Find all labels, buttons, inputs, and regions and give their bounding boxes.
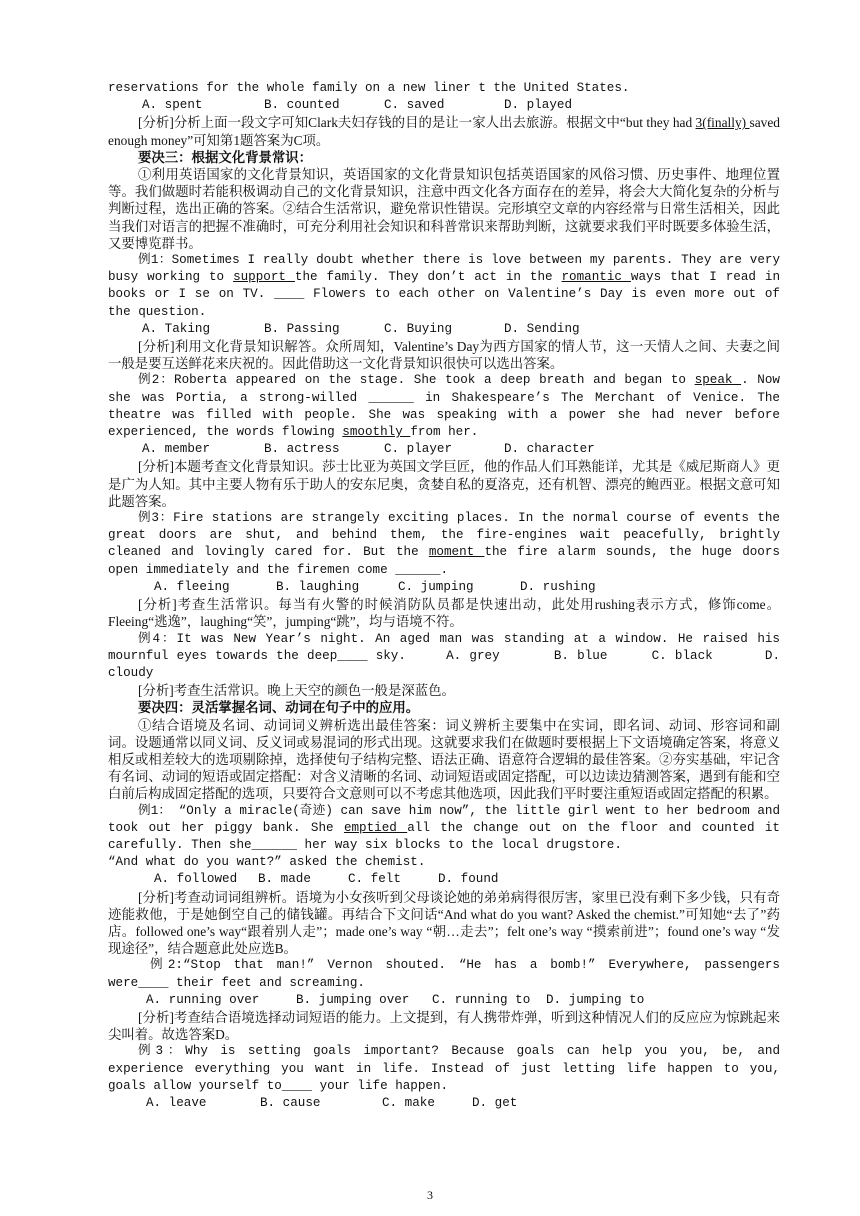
page-number: 3: [427, 1188, 433, 1202]
options-row: [108, 97, 780, 114]
options-row: [108, 992, 780, 1009]
example-paragraph: 例3：Fire stations are strangely exciting places. In the normal course of events the great doors are shut, and behind them, the fire-engines wait peacefully, brightly cleaned and lovingly cared for. But the moment the fire alarm sounds, the huge doors open immediately and the firemen come ______.: [108, 511, 780, 577]
option: B. jumping over: [296, 992, 410, 1007]
option: B. Passing: [264, 321, 340, 336]
analysis-paragraph: [分析]利用文化背景知识解答。众所周知，Valentine’s Day为西方国家的情人节，这一天情人之间、夫妻之间一般是要互送鲜花来庆祝的。因此借助这一文化背景知识很快可以选出答案。: [108, 339, 780, 372]
option: C. make: [382, 1095, 435, 1110]
options-row: [108, 321, 780, 338]
option: A. spent: [142, 98, 203, 113]
example-paragraph: 例4：It was New Year’s night. An aged man was standing at a window. He raised his mournful eyes towards the deep____ sky. A. grey B. blue C. black D. cloudy: [108, 631, 781, 680]
options-row: [108, 441, 780, 458]
option: C. jumping: [398, 579, 474, 594]
analysis-paragraph: [分析]考查生活常识。每当有火警的时候消防队员都是快速出动，此处用rushing表示方式，修饰come。Fleeing“逃逸”，laughing“笑”，jumping“跳”，均与语境不符。: [108, 597, 780, 630]
section-heading: 要决四：灵活掌握名词、动词在句子中的应用。: [138, 700, 420, 716]
option: D. get: [472, 1095, 518, 1110]
option: C. black: [651, 648, 713, 663]
document-page: [108, 80, 780, 1112]
text-line: “And what do you want?” asked the chemist.: [108, 855, 426, 870]
option: D. found: [438, 872, 499, 887]
options-row: [108, 1095, 780, 1112]
option: B. made: [258, 872, 311, 887]
example-paragraph: 例2:“Stop that man!” Vernon shouted. “He has a bomb!” Everywhere, passengers were____ their feet and screaming.: [108, 958, 780, 990]
option: A. fleeing: [154, 579, 230, 594]
option: A. leave: [146, 1095, 207, 1110]
option: C. felt: [348, 872, 401, 887]
option: C. player: [384, 442, 453, 457]
section-heading: 要决三：根据文化背景常识：: [138, 149, 313, 165]
example-paragraph: 例1：Sometimes I really doubt whether there is love between my parents. They are very busy working to support the family. They don’t act in the romantic ways that I read in books or I se on TV. ____ Flowers to each other on Valentine’s Day is even more out of the question.: [108, 253, 781, 319]
option: A. Taking: [142, 321, 211, 336]
option: A. member: [142, 442, 211, 457]
option: A. running over: [146, 992, 260, 1007]
option: B. cause: [260, 1095, 321, 1110]
analysis-paragraph: [分析]本题考查文化背景知识。莎士比亚为英国文学巨匠，他的作品人们耳熟能详，尤其是《威尼斯商人》更是广为人知。其中主要人物有乐于助人的安东尼奥，贪婪自私的夏洛克，还有机智、漂亮的鲍西亚。根据文意可知此题答案。: [108, 459, 780, 509]
option: B. actress: [264, 442, 340, 457]
analysis-paragraph: [分析]分析上面一段文字可知Clark夫妇存钱的目的是让一家人出去旅游。根据文中“but they had 3(finally) saved enough money”可知第1题答案为C项。: [108, 115, 781, 148]
option: A. followed: [154, 872, 238, 887]
option: B. laughing: [276, 579, 360, 594]
explanation-paragraph: ①结合语境及名词、动词词义辨析选出最佳答案：词义辨析主要集中在实词，即名词、动词、形容词和副词。设题通常以同义词、反义词或易混词的形式出现。这就要求我们在做题时要根据上下文语境确定答案，将意义相反或相差较大的选项剔除掉，选择使句子结构完整、语法正确、语意符合逻辑的最佳答案。②夯实基础，牢记含有名词、动词的短语或固定搭配：对含义清晰的名词、动词短语或固定搭配，可以边读边猜测答案，遇到有能和空白前后构成固定搭配的选项，只要符合文意则可以不考虑其他选项，因此我们平时要注重短语或固定搭配的积累。: [108, 717, 780, 802]
analysis-paragraph: [分析]考查生活常识。晚上天空的颜色一般是深蓝色。: [138, 683, 455, 699]
option: D. character: [504, 442, 595, 457]
underlined-answer: 3(finally): [695, 115, 750, 131]
option: D. jumping to: [546, 992, 645, 1007]
option: D. played: [504, 98, 573, 113]
option: C. saved: [384, 98, 445, 113]
analysis-paragraph: [分析]考查结合语境选择动词短语的能力。上文提到，有人携带炸弹，听到这种情况人们的反应应为惊跳起来尖叫着。故选答案D。: [108, 1009, 780, 1043]
text-line: reservations for the whole family on a new liner t the United States.: [108, 81, 630, 95]
option: D. rushing: [520, 579, 596, 594]
options-row: [108, 579, 780, 596]
option: C. running to: [432, 992, 531, 1007]
option: D. Sending: [504, 321, 580, 336]
option: D. cloudy: [108, 648, 781, 680]
explanation-paragraph: ①利用英语国家的文化背景知识，英语国家的文化背景知识包括英语国家的风俗习惯、历史事件、地理位置等。我们做题时若能积极调动自己的文化背景知识，注意中西文化各方面存在的差异，将会大大简化复杂的分析与判断过程，选出正确的答案。②结合生活常识，避免常识性错误。完形填空文章的内容经常与日常生活相关，因此当我们对语言的把握不准确时，可充分利用社会知识和科普常识来帮助判断，这就要求我们平时既要多体验生活，又要博览群书。: [108, 167, 780, 251]
options-row: [108, 871, 780, 888]
option: C. Buying: [384, 321, 453, 336]
analysis-paragraph: [分析]考查动词词组辨析。语境为小女孩听到父母谈论她的弟弟病得很厉害，家里已没有剩下多少钱，只有奇迹能救他，于是她倒空自己的储钱罐。再结合下文问话“And what do you want? Asked the chemist.”可知她“去了”药店。followed one’s way“跟着别人走”；made one’s way “朝…走去”；felt one’s way “摸索前进”；found one’s way “发现途径”，结合题意此处应选B。: [108, 889, 780, 957]
option: B. counted: [264, 98, 340, 113]
example-paragraph: 例1： “Only a miracle(奇迹) can save him now”, the little girl went to her bedroom and took out her piggy bank. She emptied all the change out on the floor and counted it carefully. Then she______ her way six blocks to the local drugstore.: [108, 803, 780, 852]
example-paragraph: 例3：Why is setting goals important? Because goals can help you you, be, and experience everything you want in life. Instead of just letting life happen to you, goals allow yourself to____ your life happen.: [108, 1044, 780, 1093]
example-paragraph: 例2：Roberta appeared on the stage. She took a deep breath and began to speak . Now she was Portia, a strong-willed ______ in Shakespeare’s The Merchant of Venice. The theatre was filled with people. She was speaking with a power she had never before experienced, the words flowing smoothly from her.: [108, 373, 780, 440]
option: B. blue: [553, 648, 608, 663]
option: A. grey: [446, 648, 500, 663]
